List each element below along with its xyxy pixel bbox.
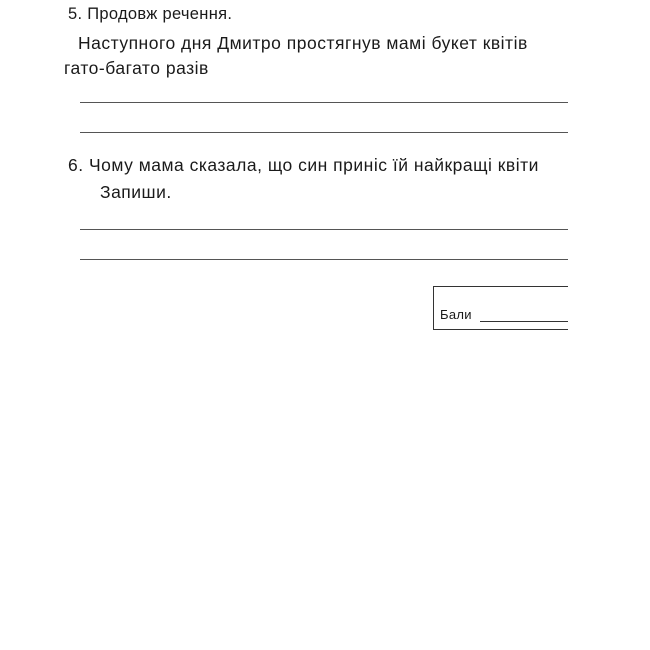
task-5-answer-line-1[interactable] [80, 102, 568, 103]
task-5-sentence-start: Наступного дня Дмитро простягнув мамі букет квітів [78, 33, 528, 53]
task-5-answer-line-2[interactable] [80, 132, 568, 133]
task-6-instruction: Запиши. [100, 182, 172, 202]
task-6-title: 6. Чому мама сказала, що син приніс їй найкращі квіти [68, 155, 539, 175]
task-6-answer-line-1[interactable] [80, 229, 568, 230]
task-5-title: 5. Продовж речення. [68, 5, 233, 23]
task-5-sentence-continuation: гато-багато разів [64, 58, 209, 78]
task-6-answer-line-2[interactable] [80, 259, 568, 260]
score-label: Бали [440, 307, 472, 322]
score-input-line[interactable] [480, 321, 568, 322]
score-box [433, 286, 568, 330]
